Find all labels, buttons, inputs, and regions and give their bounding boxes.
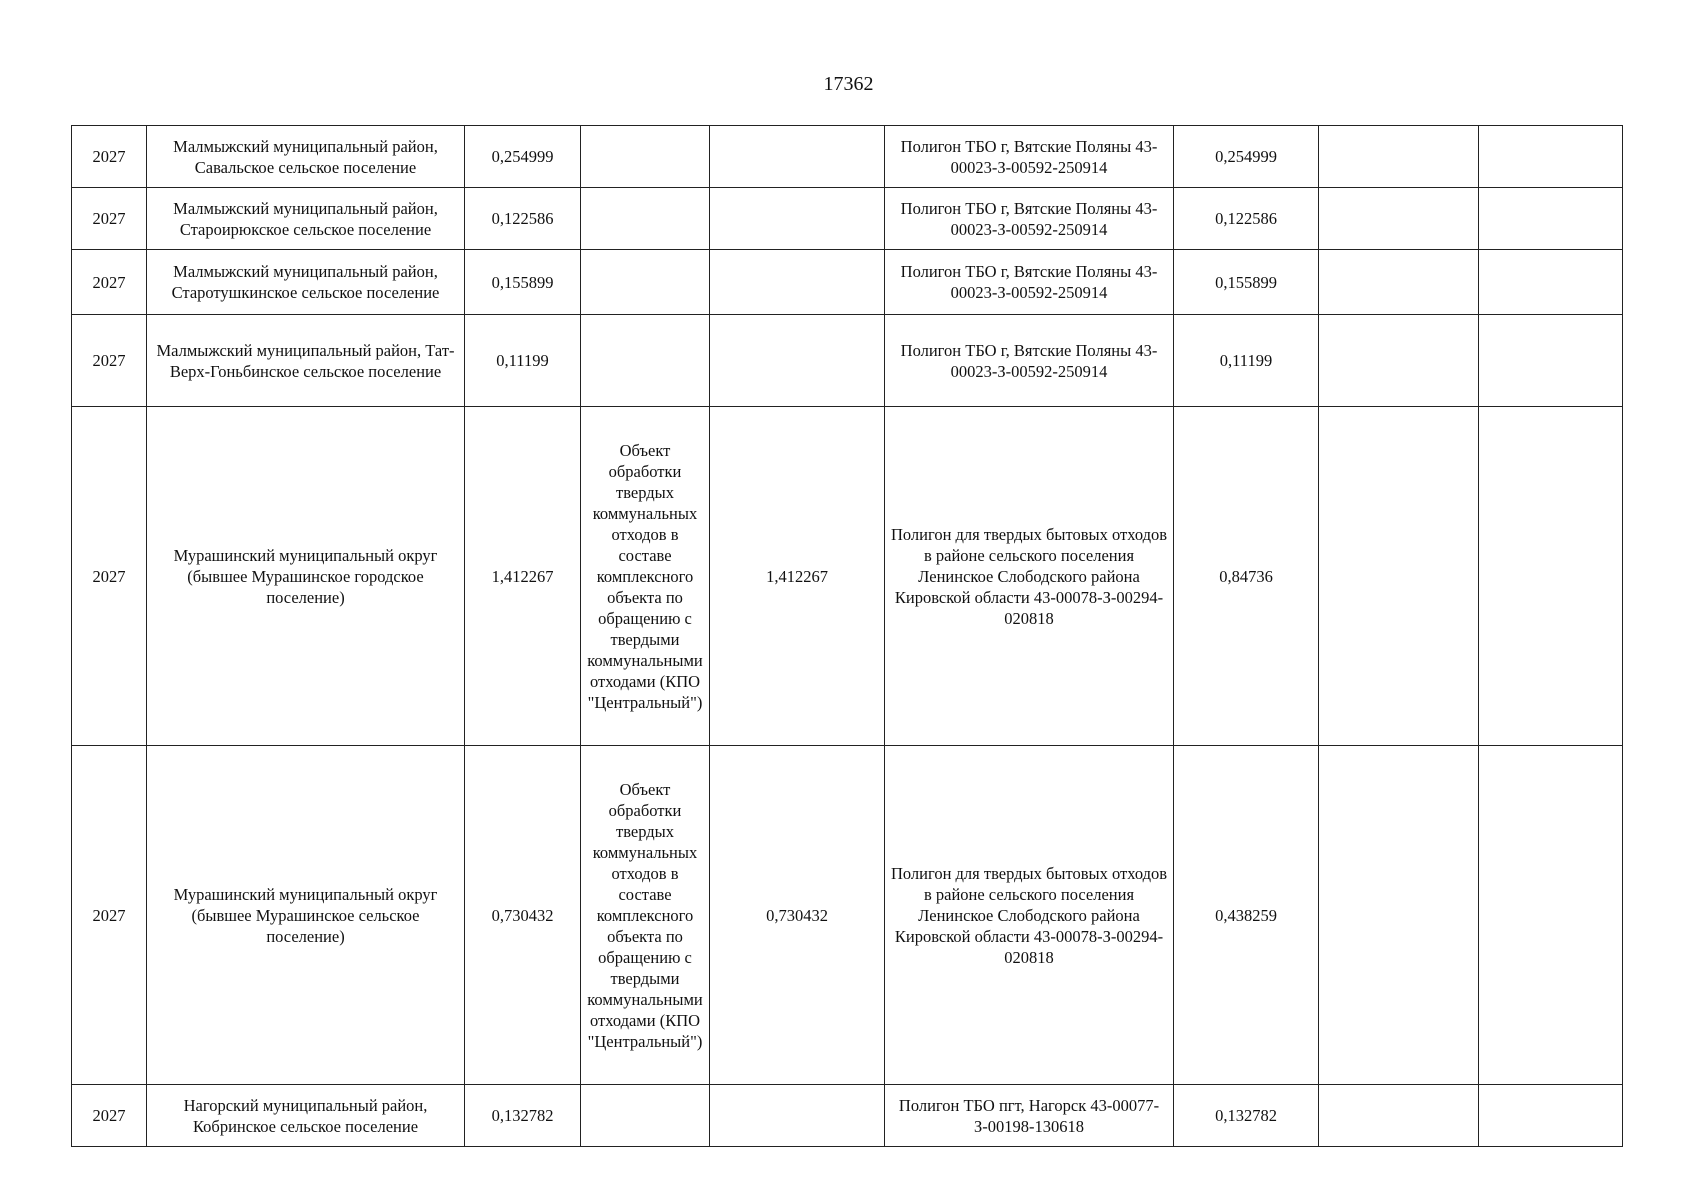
extra-cell-2 [1479, 188, 1623, 250]
landfill-cell: Полигон для твердых бытовых отходов в районе сельского поселения Ленинское Слободского района Кировской области 43-00078-З-00294-020818 [885, 746, 1174, 1085]
landfill-volume-cell: 0,254999 [1174, 126, 1319, 188]
volume-cell: 0,730432 [465, 746, 581, 1085]
table-body [72, 126, 1623, 1147]
extra-cell-1 [1319, 126, 1479, 188]
year-cell: 2027 [72, 188, 147, 250]
landfill-volume-cell: 0,84736 [1174, 407, 1319, 746]
extra-cell-1 [1319, 250, 1479, 315]
landfill-volume-cell: 0,11199 [1174, 315, 1319, 407]
table-row [72, 126, 1623, 188]
processing-volume-cell: 0,730432 [710, 746, 885, 1085]
territory-cell: Малмыжский муниципальный район, Староирюкское сельское поселение [147, 188, 465, 250]
table-row [72, 250, 1623, 315]
table-row [72, 1085, 1623, 1147]
processing-object-cell: Объект обработки твердых коммунальных отходов в составе комплексного объекта по обращению с твердыми коммунальными отходами (КПО "Центральный") [581, 407, 710, 746]
territory-cell: Малмыжский муниципальный район, Тат-Верх-Гоньбинское сельское поселение [147, 315, 465, 407]
processing-volume-cell [710, 250, 885, 315]
landfill-cell: Полигон ТБО г, Вятские Поляны 43-00023-З-00592-250914 [885, 188, 1174, 250]
landfill-volume-cell: 0,438259 [1174, 746, 1319, 1085]
processing-volume-cell: 1,412267 [710, 407, 885, 746]
extra-cell-2 [1479, 407, 1623, 746]
year-cell: 2027 [72, 315, 147, 407]
volume-cell: 0,155899 [465, 250, 581, 315]
processing-volume-cell [710, 315, 885, 407]
volume-cell: 0,122586 [465, 188, 581, 250]
waste-flow-table [71, 125, 1623, 1147]
volume-cell: 0,11199 [465, 315, 581, 407]
extra-cell-2 [1479, 126, 1623, 188]
extra-cell-1 [1319, 407, 1479, 746]
landfill-volume-cell: 0,155899 [1174, 250, 1319, 315]
territory-cell: Нагорский муниципальный район, Кобринское сельское поселение [147, 1085, 465, 1147]
volume-cell: 0,254999 [465, 126, 581, 188]
table-row [72, 188, 1623, 250]
extra-cell-2 [1479, 315, 1623, 407]
table-row [72, 315, 1623, 407]
year-cell: 2027 [72, 1085, 147, 1147]
processing-object-cell [581, 250, 710, 315]
volume-cell: 0,132782 [465, 1085, 581, 1147]
processing-object-cell [581, 126, 710, 188]
landfill-cell: Полигон для твердых бытовых отходов в районе сельского поселения Ленинское Слободского района Кировской области 43-00078-З-00294-020818 [885, 407, 1174, 746]
landfill-cell: Полигон ТБО г, Вятские Поляны 43-00023-З-00592-250914 [885, 126, 1174, 188]
year-cell: 2027 [72, 250, 147, 315]
processing-object-cell: Объект обработки твердых коммунальных отходов в составе комплексного объекта по обращению с твердыми коммунальными отходами (КПО "Центральный") [581, 746, 710, 1085]
extra-cell-2 [1479, 250, 1623, 315]
territory-cell: Мурашинский муниципальный округ (бывшее Мурашинское городское поселение) [147, 407, 465, 746]
extra-cell-1 [1319, 315, 1479, 407]
processing-volume-cell [710, 126, 885, 188]
extra-cell-2 [1479, 746, 1623, 1085]
processing-volume-cell [710, 1085, 885, 1147]
extra-cell-1 [1319, 746, 1479, 1085]
extra-cell-2 [1479, 1085, 1623, 1147]
processing-object-cell [581, 315, 710, 407]
landfill-cell: Полигон ТБО пгт, Нагорск 43-00077-З-00198-130618 [885, 1085, 1174, 1147]
table-row [72, 407, 1623, 746]
landfill-volume-cell: 0,132782 [1174, 1085, 1319, 1147]
territory-cell: Малмыжский муниципальный район, Старотушкинское сельское поселение [147, 250, 465, 315]
landfill-cell: Полигон ТБО г, Вятские Поляны 43-00023-З-00592-250914 [885, 315, 1174, 407]
landfill-cell: Полигон ТБО г, Вятские Поляны 43-00023-З-00592-250914 [885, 250, 1174, 315]
volume-cell: 1,412267 [465, 407, 581, 746]
table-row [72, 746, 1623, 1085]
page-number: 17362 [823, 73, 874, 95]
processing-volume-cell [710, 188, 885, 250]
landfill-volume-cell: 0,122586 [1174, 188, 1319, 250]
extra-cell-1 [1319, 188, 1479, 250]
processing-object-cell [581, 1085, 710, 1147]
territory-cell: Малмыжский муниципальный район, Савальское сельское поселение [147, 126, 465, 188]
year-cell: 2027 [72, 407, 147, 746]
processing-object-cell [581, 188, 710, 250]
territory-cell: Мурашинский муниципальный округ (бывшее Мурашинское сельское поселение) [147, 746, 465, 1085]
year-cell: 2027 [72, 126, 147, 188]
year-cell: 2027 [72, 746, 147, 1085]
extra-cell-1 [1319, 1085, 1479, 1147]
